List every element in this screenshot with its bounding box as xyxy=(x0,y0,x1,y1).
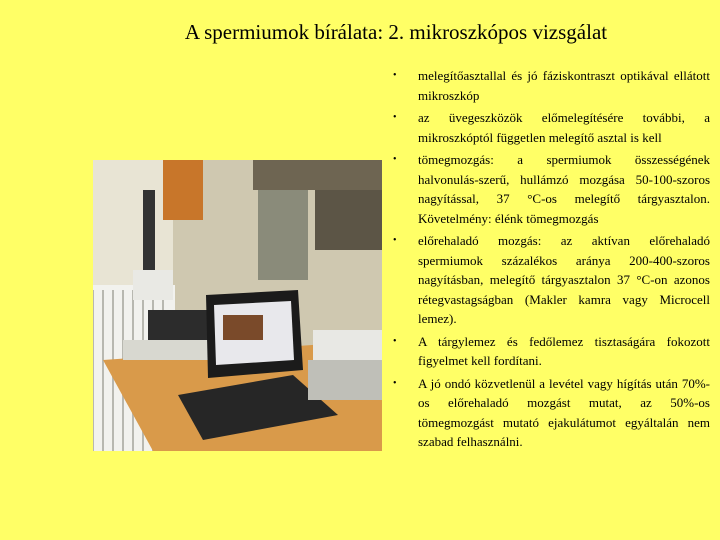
bullet-text: melegítőasztallal és jó fáziskontraszt optikával ellátott mikroszkóp xyxy=(418,68,710,103)
bullet-marker: • xyxy=(393,335,397,347)
bullet-marker: • xyxy=(393,154,397,165)
bullet-text: tömegmozgás: a spermiumok összességének halvonulás-szerű, hullámzó mozgása 50-100-szoros nagyítással, 37 °C-os melegítő tárgyasztalon. Követelmény: élénk tömegmozgás xyxy=(418,152,710,226)
slide-title: A spermiumok bírálata: 2. mikroszkópos vizsgálat xyxy=(184,20,608,44)
lab-photo xyxy=(93,160,382,451)
bullet-text: A tárgylemez és fedőlemez tisztaságára fokozott figyelmet kell fordítani. xyxy=(418,333,710,368)
bullet-item xyxy=(390,66,710,105)
bullet-item xyxy=(390,150,710,228)
bullet-marker: • xyxy=(393,112,397,123)
microscope-laptop-photo xyxy=(93,160,382,451)
bullet-text: előrehaladó mozgás: az aktívan előrehaladó spermiumok százalékos aránya 200-400-szoros nagyításban, melegítő tárgyasztalon 37 °C-on azonos rétegvastagságban (Makler kamra vagy Microcell lemez). xyxy=(418,233,710,326)
bullet-item xyxy=(390,332,710,371)
bullet-marker: • xyxy=(393,70,397,81)
bullet-list xyxy=(390,66,710,455)
bullet-text: A jó ondó közvetlenül a levétel vagy hígítás után 70%-os előrehaladó mozgást mutat, az 50%-os tömegmozgást mutató ejakulátumot egyáltalán nem szabad felhasználni. xyxy=(418,375,710,449)
bullet-item xyxy=(390,108,710,147)
bullet-text: az üvegeszközök előmelegítésére további, a mikroszkóptól független melegítő asztal is kell xyxy=(418,110,710,145)
bullet-marker: • xyxy=(393,377,397,389)
bullet-item xyxy=(390,374,710,452)
bullet-item xyxy=(390,231,710,329)
bullet-marker: • xyxy=(393,235,397,246)
